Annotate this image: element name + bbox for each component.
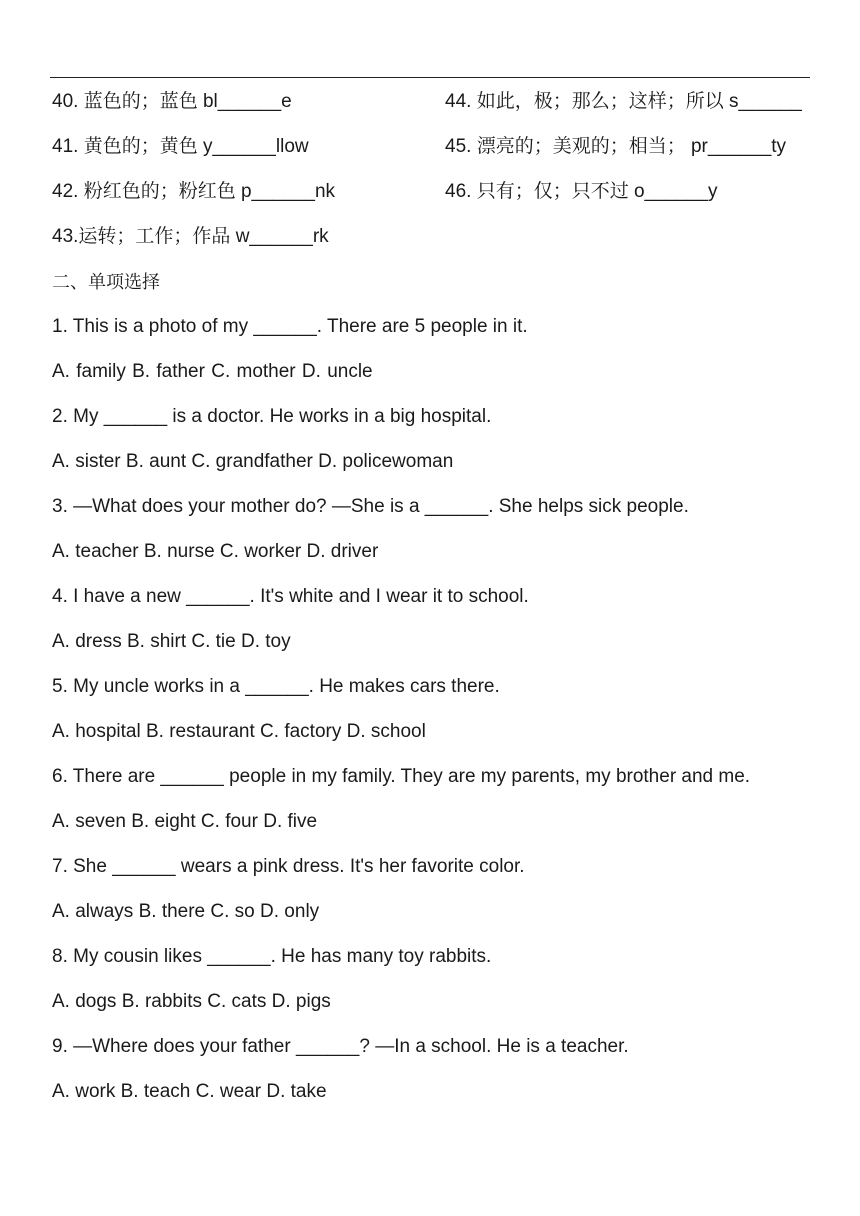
question-options: A. dress B. shirt C. tie D. toy bbox=[52, 631, 291, 652]
question-text: 2. My ______ is a doctor. He works in a big hospital. bbox=[52, 406, 492, 427]
question-options: A. sister B. aunt C. grandfather D. policewoman bbox=[52, 451, 454, 472]
section-title: 二、单项选择 bbox=[52, 272, 160, 292]
question-text: 8. My cousin likes ______. He has many toy rabbits. bbox=[52, 946, 492, 967]
vocab-item: 40. 蓝色的；蓝色 bl______e bbox=[52, 91, 292, 112]
question-options: A. seven B. eight C. four D. five bbox=[52, 811, 318, 832]
question-text: 5. My uncle works in a ______. He makes cars there. bbox=[52, 676, 500, 697]
question-options: A. teacher B. nurse C. worker D. driver bbox=[52, 541, 379, 562]
vocab-item: 41. 黄色的；黄色 y______llow bbox=[52, 136, 309, 157]
vocab-item: 43.运转；工作；作品 w______rk bbox=[52, 226, 329, 247]
question-text: 7. She ______ wears a pink dress. It's her favorite color. bbox=[52, 856, 525, 877]
question-text: 4. I have a new ______. It's white and I wear it to school. bbox=[52, 586, 529, 607]
question-options: A. always B. there C. so D. only bbox=[52, 901, 320, 922]
vocab-item: 42. 粉红色的；粉红色 p______nk bbox=[52, 181, 336, 202]
vocab-item: 44. 如此，极；那么；这样；所以 s______ bbox=[445, 91, 802, 112]
question-text: 1. This is a photo of my ______. There are 5 people in it. bbox=[52, 316, 528, 337]
question-text: 3. —What does your mother do? —She is a ______. She helps sick people. bbox=[52, 496, 689, 517]
vocab-item: 46. 只有；仅；只不过 o______y bbox=[445, 181, 718, 202]
question-text: 6. There are ______ people in my family. They are my parents, my brother and me. bbox=[52, 766, 751, 787]
question-options: A. hospital B. restaurant C. factory D. school bbox=[52, 721, 426, 742]
header-rule bbox=[50, 77, 810, 78]
question-options: A. work B. teach C. wear D. take bbox=[52, 1081, 327, 1102]
vocab-item: 45. 漂亮的；美观的；相当； pr______ty bbox=[445, 136, 787, 157]
question-options: A. dogs B. rabbits C. cats D. pigs bbox=[52, 991, 331, 1012]
question-text: 9. —Where does your father ______? —In a school. He is a teacher. bbox=[52, 1036, 629, 1057]
question-options: A. family B. father C. mother D. uncle bbox=[52, 361, 373, 382]
